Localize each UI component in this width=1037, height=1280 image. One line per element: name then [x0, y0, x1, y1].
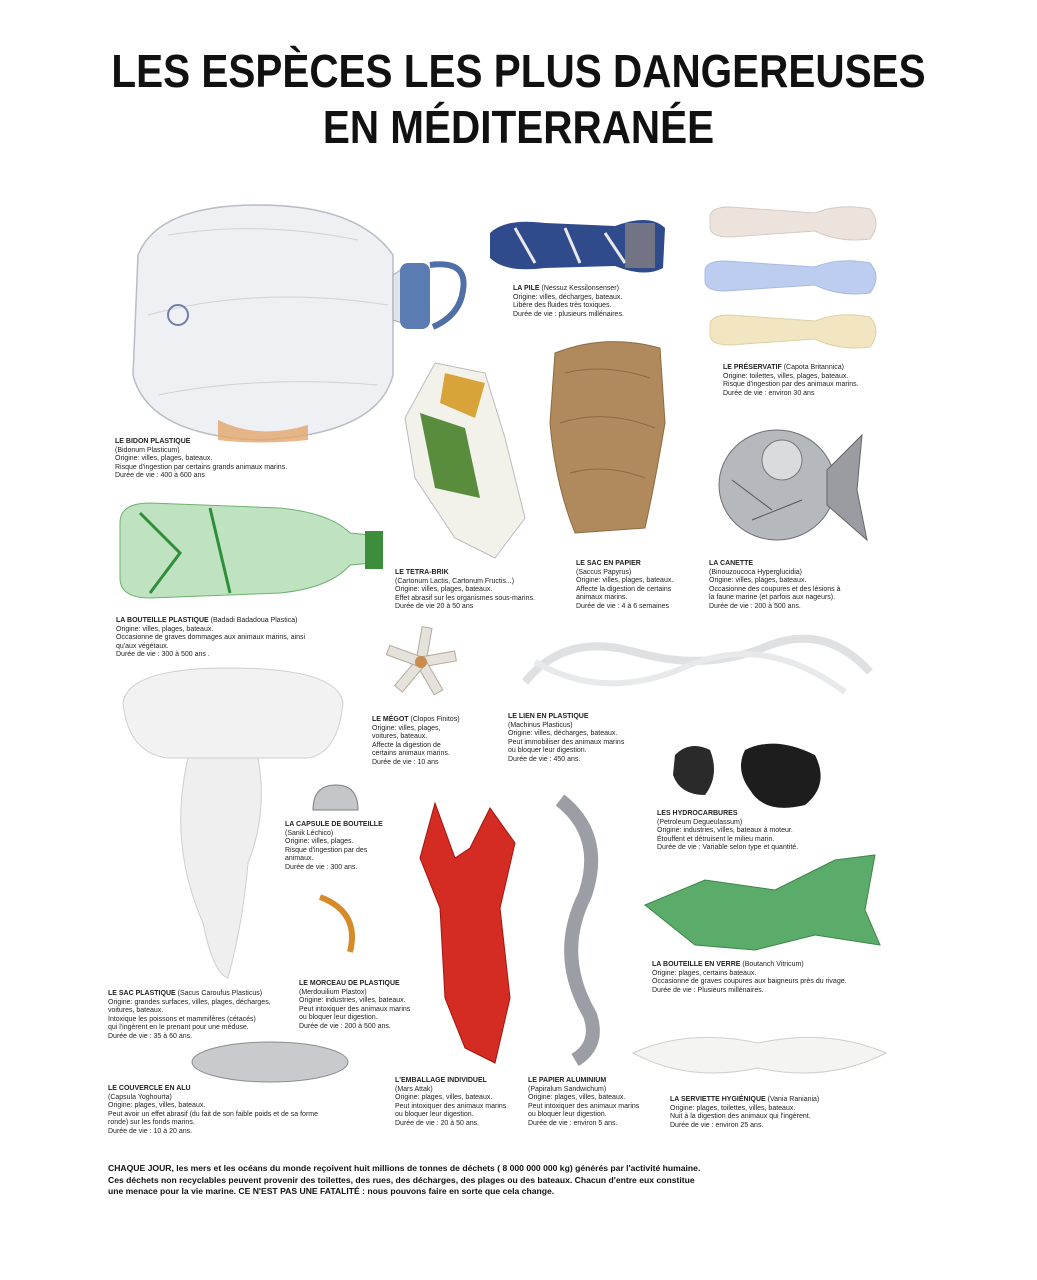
caption-bouteille-verre: LA BOUTEILLE EN VERRE (Boutanch Vitricum) Origine: plages, certains bateaux. Occasionne de graves coupures aux baigneurs près du rivage. Durée de vie : Plusieurs millénaires.: [652, 961, 847, 994]
caption-preservatif: LE PRÉSERVATIF (Capota Britannica) Origine: toilettes, villes, plages, bateaux. Risque d'ingestion par des animaux marins. Durée de vie : environ 30 ans: [723, 364, 859, 397]
caption-tetra-brik: LE TETRA-BRIK (Cartonum Lactis, Cartonum Fructis...) Origine: villes, plages, bateaux. Effet abrasif sur les organismes sous-marins. Durée de vie 20 à 50 ans: [395, 569, 535, 611]
bouteille-verre-image: [635, 850, 885, 960]
serviette-image: [628, 1018, 890, 1088]
caption-emballage: L'EMBALLAGE INDIVIDUEL (Mars Attak) Origine: plages, villes, bateaux. Peut intoxiquer des animaux marins ou bloquer leur digestion. Durée de vie : 20 à 50 ans.: [395, 1077, 507, 1127]
morceau-plastique-image: [310, 892, 365, 957]
canette-image: [712, 420, 872, 550]
caption-hydrocarbures: LES HYDROCARBURES (Petroleum Degueulassum) Origine: industries, villes, bateaux à moteur. Étouffent et détruisent le milieu marin. Durée de vie : Variable selon type et quantité.: [657, 810, 799, 852]
caption-canette: LA CANETTE (Binouzoucoca Hyperglucidia) Origine: villes, plages, bateaux. Occasionne des coupures et des lésions à la faune marine (et parfois aux nageurs). Durée de vie : 200 à 500 ans.: [709, 560, 841, 610]
caption-morceau-plastique: LE MORCEAU DE PLASTIQUE (Merdouilium Plastox) Origine: industries, villes, bateaux. Peut intoxiquer des animaux marins ou bloquer leur digestion. Durée de vie : 200 à 500 ans.: [299, 980, 411, 1030]
lien-plastique-image: [515, 622, 880, 714]
caption-pile: LA PILE (Nessuz Kessilonsenser) Origine: villes, décharges, bateaux. Libère des fluides très toxiques. Durée de vie : plusieurs millénaires.: [513, 285, 624, 318]
caption-sac-plastique: LE SAC PLASTIQUE (Sacus Caroufus Plasticus) Origine: grandes surfaces, villes, plages, décharges, voitures, bateaux. Intoxique les poissons et mammifères (cétacés) qui l'ingèrent en le prenant pour une méduse. Durée de vie : 35 à 60 ans.: [108, 990, 271, 1040]
pile-image: [485, 208, 670, 283]
bouteille-plastique-image: [110, 493, 385, 611]
couvercle-image: [190, 1040, 350, 1085]
caption-papier-alu: LE PAPIER ALUMINIUM (Papiralum Sandwichum) Origine: plages, villes, bateaux. Peut intoxiquer des animaux marins ou bloquer leur digestion. Durée de vie : environ 5 ans.: [528, 1077, 640, 1127]
caption-couvercle: LE COUVERCLE EN ALU (Capsula Yoghourta) Origine: plages, villes, bateaux. Peut avoir un effet abrasif (du fait de son faible poids et de sa forme ronde) sur les fonds marins. Durée de vie : 10 à 20 ans.: [108, 1085, 318, 1135]
caption-megot: LE MÉGOT (Clopos Finitos) Origine: villes, plages, voitures, bateaux. Affecte la digestion de certains animaux marins. Durée de vie : 10 ans: [372, 716, 460, 766]
caption-bidon: LE BIDON PLASTIQUE (Bidonum Plasticum) Origine: villes, plages, bateaux. Risque d'ingestion par certains grands animaux marins. Durée de vie : 400 à 600 ans: [115, 438, 288, 480]
emballage-image: [415, 798, 525, 1068]
poster-title-line1: LES ESPÈCES LES PLUS DANGEREUSES: [111, 45, 926, 97]
megot-image: [378, 622, 463, 707]
poster-title-line2: EN MÉDITERRANÉE: [322, 101, 715, 153]
caption-lien-plastique: LE LIEN EN PLASTIQUE (Machinus Plasticus) Origine: villes, décharges, bateaux. Peut immobiliser des animaux marins ou bloquer leur digestion. Durée de vie : 450 ans.: [508, 713, 625, 763]
caption-serviette: LA SERVIETTE HYGIÉNIQUE (Vania Raniania) Origine: plages, toilettes, villes, bateaux. Nuit à la digestion des animaux qui l'ingèrent. Durée de vie : environ 25 ans.: [670, 1096, 820, 1129]
hydrocarbures-image: [665, 735, 830, 815]
sac-papier-image: [535, 333, 675, 538]
caption-bouteille-plastique: LA BOUTEILLE PLASTIQUE (Badadi Badadoua Plastica) Origine: villes, plages, bateaux. Occasionne de graves dommages aux animaux marins, ainsi qu'aux végétaux. Durée de vie : 300 à 500 ans .: [116, 617, 306, 659]
capsule-image: [308, 780, 363, 818]
caption-sac-papier: LE SAC EN PAPIER (Saccus Papyrus) Origine: villes, plages, bateaux. Affecte la digestion de certains animaux marins. Durée de vie : 4 à 6 semaines: [576, 560, 674, 610]
caption-capsule: LA CAPSULE DE BOUTEILLE (Sanik Léchico) Origine: villes, plages. Risque d'ingestion par des animaux. Durée de vie : 300 ans.: [285, 821, 383, 871]
footer-text: CHAQUE JOUR, les mers et les océans du monde reçoivent huit millions de tonnes de déchets ( 8 000 000 000 kg) générés par l'activité humaine. Ces déchets non recyclables peuvent provenir des toilettes, des rues, des décharges, des plages ou des bateaux. Chacun d'entre eux constitue une menace pour la vie marine. CE N'EST PAS UNE FATALITÉ : nous pouvons faire en sorte que cela change.: [108, 1163, 701, 1196]
papier-alu-image: [545, 795, 615, 1065]
preservatif-image: [700, 203, 885, 358]
tetra-brik-image: [395, 358, 535, 568]
